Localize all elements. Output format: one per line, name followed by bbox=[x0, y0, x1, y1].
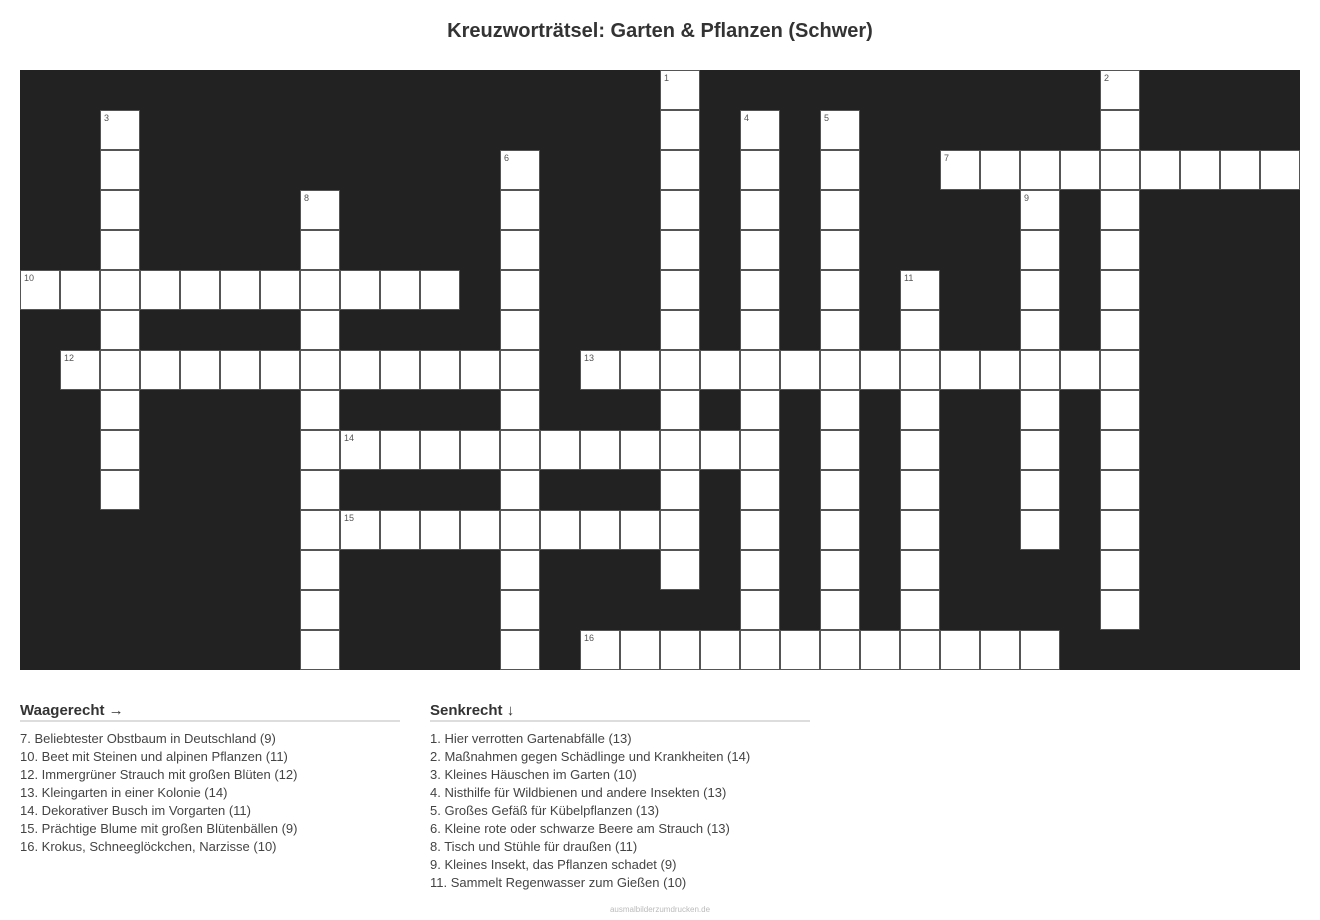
grid-cell[interactable] bbox=[260, 350, 300, 390]
grid-cell[interactable] bbox=[660, 630, 700, 670]
grid-cell[interactable] bbox=[500, 590, 540, 630]
grid-cell[interactable] bbox=[660, 350, 700, 390]
grid-cell[interactable] bbox=[660, 270, 700, 310]
grid-cell[interactable] bbox=[1020, 190, 1060, 230]
grid-cell[interactable] bbox=[1100, 430, 1140, 470]
across-heading: Waagerecht → bbox=[20, 702, 400, 722]
grid-cell[interactable] bbox=[540, 510, 580, 550]
grid-cell[interactable] bbox=[300, 470, 340, 510]
grid-cell[interactable] bbox=[780, 350, 820, 390]
grid-cell[interactable] bbox=[820, 310, 860, 350]
grid-cell[interactable] bbox=[940, 150, 980, 190]
clue-number: 9 bbox=[1024, 193, 1030, 203]
grid-cell[interactable] bbox=[380, 270, 420, 310]
grid-cell[interactable] bbox=[980, 630, 1020, 670]
grid-cell[interactable] bbox=[380, 350, 420, 390]
grid-cell[interactable] bbox=[1060, 350, 1100, 390]
across-clue: 16. Krokus, Schneeglöckchen, Narzisse (10) bbox=[20, 839, 277, 854]
grid-cell[interactable] bbox=[20, 270, 60, 310]
grid-cell[interactable] bbox=[660, 310, 700, 350]
clue-number: 8 bbox=[304, 193, 310, 203]
grid-cell[interactable] bbox=[580, 630, 620, 670]
grid-cell[interactable] bbox=[300, 590, 340, 630]
grid-cell[interactable] bbox=[1020, 470, 1060, 510]
grid-cell[interactable] bbox=[500, 510, 540, 550]
grid-cell[interactable] bbox=[820, 390, 860, 430]
grid-cell[interactable] bbox=[660, 150, 700, 190]
grid-cell[interactable] bbox=[980, 150, 1020, 190]
grid-cell[interactable] bbox=[900, 430, 940, 470]
grid-cell[interactable] bbox=[900, 630, 940, 670]
grid-cell[interactable] bbox=[660, 70, 700, 110]
grid-cell[interactable] bbox=[420, 510, 460, 550]
across-clue: 12. Immergrüner Strauch mit großen Blüten (12) bbox=[20, 767, 298, 782]
grid-cell[interactable] bbox=[1020, 390, 1060, 430]
grid-cell[interactable] bbox=[300, 350, 340, 390]
grid-cell[interactable] bbox=[380, 510, 420, 550]
grid-cell[interactable] bbox=[300, 550, 340, 590]
grid-cell[interactable] bbox=[1020, 430, 1060, 470]
grid-cell[interactable] bbox=[780, 630, 820, 670]
puzzle-title: Kreuzworträtsel: Garten & Pflanzen (Schwer) bbox=[447, 20, 873, 42]
grid-cell[interactable] bbox=[220, 270, 260, 310]
clue-number: 12 bbox=[64, 353, 75, 363]
grid-cell[interactable] bbox=[940, 630, 980, 670]
grid-cell[interactable] bbox=[620, 430, 660, 470]
grid-cell[interactable] bbox=[1100, 470, 1140, 510]
grid-cell[interactable] bbox=[1100, 190, 1140, 230]
grid-cell[interactable] bbox=[1020, 270, 1060, 310]
clue-number: 13 bbox=[584, 353, 595, 363]
grid-cell[interactable] bbox=[1220, 150, 1260, 190]
grid-cell[interactable] bbox=[660, 470, 700, 510]
grid-cell[interactable] bbox=[500, 270, 540, 310]
across-clues-panel bbox=[20, 702, 400, 856]
grid-cell[interactable] bbox=[660, 230, 700, 270]
grid-cell[interactable] bbox=[340, 430, 380, 470]
down-heading: Senkrecht ↓ bbox=[430, 702, 810, 722]
grid-cell[interactable] bbox=[740, 350, 780, 390]
down-clue: 6. Kleine rote oder schwarze Beere am Strauch (13) bbox=[430, 821, 730, 836]
grid-cell[interactable] bbox=[740, 190, 780, 230]
grid-cell[interactable] bbox=[580, 430, 620, 470]
grid-cell[interactable] bbox=[500, 430, 540, 470]
grid-cell[interactable] bbox=[500, 550, 540, 590]
down-clue: 3. Kleines Häuschen im Garten (10) bbox=[430, 767, 637, 782]
grid-cell[interactable] bbox=[460, 350, 500, 390]
grid-cell[interactable] bbox=[300, 630, 340, 670]
grid-cell[interactable] bbox=[1100, 590, 1140, 630]
grid-cell[interactable] bbox=[100, 110, 140, 150]
grid-cell[interactable] bbox=[1020, 630, 1060, 670]
grid-cell[interactable] bbox=[340, 510, 380, 550]
grid-cell[interactable] bbox=[1100, 350, 1140, 390]
grid-cell[interactable] bbox=[340, 270, 380, 310]
grid-cell[interactable] bbox=[1100, 230, 1140, 270]
grid-cell[interactable] bbox=[660, 550, 700, 590]
clue-number: 2 bbox=[1104, 73, 1110, 83]
grid-cell[interactable] bbox=[300, 510, 340, 550]
down-clue: 8. Tisch und Stühle für draußen (11) bbox=[430, 839, 638, 854]
crossword-grid bbox=[20, 70, 1300, 670]
grid-cell[interactable] bbox=[300, 310, 340, 350]
grid-cell[interactable] bbox=[860, 350, 900, 390]
grid-cell[interactable] bbox=[740, 390, 780, 430]
down-clue: 2. Maßnahmen gegen Schädlinge und Krankheiten (14) bbox=[430, 749, 751, 764]
grid-cell[interactable] bbox=[500, 350, 540, 390]
down-clue: 4. Nisthilfe für Wildbienen und andere Insekten (13) bbox=[430, 785, 727, 800]
grid-cell[interactable] bbox=[1180, 150, 1220, 190]
grid-cell[interactable] bbox=[740, 310, 780, 350]
grid-cell[interactable] bbox=[180, 270, 220, 310]
grid-cell[interactable] bbox=[500, 470, 540, 510]
grid-cell[interactable] bbox=[980, 350, 1020, 390]
grid-cell[interactable] bbox=[60, 270, 100, 310]
clue-number: 11 bbox=[904, 273, 914, 283]
grid-cell[interactable] bbox=[820, 270, 860, 310]
clue-number: 7 bbox=[944, 153, 950, 163]
grid-cell[interactable] bbox=[660, 430, 700, 470]
grid-cell[interactable] bbox=[100, 150, 140, 190]
across-clue: 7. Beliebtester Obstbaum in Deutschland (9) bbox=[20, 731, 276, 746]
grid-cell[interactable] bbox=[500, 390, 540, 430]
clue-number: 16 bbox=[584, 633, 595, 643]
grid-cell[interactable] bbox=[500, 230, 540, 270]
clue-number: 15 bbox=[344, 513, 355, 523]
grid-cell[interactable] bbox=[300, 270, 340, 310]
grid-cell[interactable] bbox=[580, 350, 620, 390]
grid-cell[interactable] bbox=[660, 110, 700, 150]
grid-cell[interactable] bbox=[1100, 110, 1140, 150]
grid-cell[interactable] bbox=[820, 430, 860, 470]
grid-cell[interactable] bbox=[180, 350, 220, 390]
down-clue-list bbox=[430, 730, 810, 892]
grid-cell[interactable] bbox=[100, 470, 140, 510]
grid-cell[interactable] bbox=[1100, 510, 1140, 550]
grid-cell[interactable] bbox=[740, 230, 780, 270]
down-clue: 1. Hier verrotten Gartenabfälle (13) bbox=[430, 731, 632, 746]
grid-cell[interactable] bbox=[900, 510, 940, 550]
grid-cell[interactable] bbox=[1140, 150, 1180, 190]
grid-cell[interactable] bbox=[620, 350, 660, 390]
grid-cell[interactable] bbox=[740, 110, 780, 150]
grid-cell[interactable] bbox=[820, 350, 860, 390]
grid-cell[interactable] bbox=[300, 390, 340, 430]
grid-cell[interactable] bbox=[300, 230, 340, 270]
grid-cell[interactable] bbox=[1100, 270, 1140, 310]
clue-number: 4 bbox=[744, 113, 750, 123]
grid-cell[interactable] bbox=[740, 470, 780, 510]
grid-cell[interactable] bbox=[1100, 390, 1140, 430]
grid-cell[interactable] bbox=[820, 510, 860, 550]
grid-cell[interactable] bbox=[900, 590, 940, 630]
grid-cell[interactable] bbox=[100, 190, 140, 230]
grid-cell[interactable] bbox=[1020, 150, 1060, 190]
grid-cell[interactable] bbox=[1020, 510, 1060, 550]
grid-cell[interactable] bbox=[380, 430, 420, 470]
grid-cell[interactable] bbox=[140, 350, 180, 390]
grid-cell[interactable] bbox=[740, 430, 780, 470]
grid-cell[interactable] bbox=[740, 270, 780, 310]
grid-cell[interactable] bbox=[940, 350, 980, 390]
grid-cell[interactable] bbox=[660, 190, 700, 230]
grid-cell[interactable] bbox=[660, 390, 700, 430]
grid-cell[interactable] bbox=[1100, 70, 1140, 110]
grid-cell[interactable] bbox=[500, 150, 540, 190]
grid-cell[interactable] bbox=[300, 430, 340, 470]
grid-cell[interactable] bbox=[1020, 230, 1060, 270]
grid-cell[interactable] bbox=[820, 190, 860, 230]
grid-cell[interactable] bbox=[100, 270, 140, 310]
grid-cell[interactable] bbox=[820, 230, 860, 270]
grid-cell[interactable] bbox=[420, 350, 460, 390]
grid-cell[interactable] bbox=[1260, 150, 1300, 190]
grid-cell[interactable] bbox=[500, 310, 540, 350]
grid-cell[interactable] bbox=[1020, 350, 1060, 390]
grid-cell[interactable] bbox=[220, 350, 260, 390]
grid-cell[interactable] bbox=[700, 430, 740, 470]
grid-cell[interactable] bbox=[100, 350, 140, 390]
grid-cell[interactable] bbox=[620, 510, 660, 550]
grid-cell[interactable] bbox=[820, 590, 860, 630]
grid-cell[interactable] bbox=[140, 270, 180, 310]
grid-cell[interactable] bbox=[1100, 150, 1140, 190]
grid-cell[interactable] bbox=[740, 630, 780, 670]
grid-cell[interactable] bbox=[420, 270, 460, 310]
clue-number: 3 bbox=[104, 113, 110, 123]
grid-cell[interactable] bbox=[820, 470, 860, 510]
clue-number: 1 bbox=[664, 73, 670, 83]
grid-cell[interactable] bbox=[420, 430, 460, 470]
grid-cell[interactable] bbox=[580, 510, 620, 550]
grid-cell[interactable] bbox=[820, 630, 860, 670]
grid-cell[interactable] bbox=[460, 430, 500, 470]
grid-cell[interactable] bbox=[900, 470, 940, 510]
down-clue: 11. Sammelt Regenwasser zum Gießen (10) bbox=[430, 875, 687, 890]
grid-cell[interactable] bbox=[740, 590, 780, 630]
grid-cell[interactable] bbox=[1100, 550, 1140, 590]
footer-credit: ausmalbilderzumdrucken.de bbox=[609, 905, 711, 914]
grid-cell[interactable] bbox=[1100, 310, 1140, 350]
grid-cell[interactable] bbox=[660, 510, 700, 550]
grid-cell[interactable] bbox=[260, 270, 300, 310]
down-clue: 5. Großes Gefäß für Kübelpflanzen (13) bbox=[430, 803, 660, 818]
grid-cell[interactable] bbox=[460, 510, 500, 550]
grid-cell[interactable] bbox=[820, 550, 860, 590]
grid-cell[interactable] bbox=[300, 190, 340, 230]
grid-cell[interactable] bbox=[900, 550, 940, 590]
grid-cell[interactable] bbox=[1020, 310, 1060, 350]
across-clue: 14. Dekorativer Busch im Vorgarten (11) bbox=[20, 803, 251, 818]
grid-cell[interactable] bbox=[540, 430, 580, 470]
grid-cell[interactable] bbox=[500, 630, 540, 670]
grid-cell[interactable] bbox=[820, 150, 860, 190]
grid-cell[interactable] bbox=[1060, 150, 1100, 190]
grid-cell[interactable] bbox=[620, 630, 660, 670]
grid-cell[interactable] bbox=[100, 310, 140, 350]
grid-cell[interactable] bbox=[860, 630, 900, 670]
grid-cell[interactable] bbox=[700, 350, 740, 390]
grid-cell[interactable] bbox=[820, 110, 860, 150]
clue-number: 6 bbox=[504, 153, 510, 163]
down-clue: 9. Kleines Insekt, das Pflanzen schadet (9) bbox=[430, 857, 677, 872]
grid-cell[interactable] bbox=[900, 270, 940, 310]
down-clues-panel bbox=[430, 702, 810, 892]
across-clue: 13. Kleingarten in einer Kolonie (14) bbox=[20, 785, 228, 800]
clue-number: 5 bbox=[824, 113, 830, 123]
clue-number: 14 bbox=[344, 433, 355, 443]
grid-cell[interactable] bbox=[740, 510, 780, 550]
grid-cell[interactable] bbox=[100, 390, 140, 430]
clue-number: 10 bbox=[24, 273, 35, 283]
across-clue: 15. Prächtige Blume mit großen Blütenbällen (9) bbox=[20, 821, 298, 836]
grid-cell[interactable] bbox=[500, 190, 540, 230]
across-clue-list bbox=[20, 730, 400, 856]
grid-cell[interactable] bbox=[740, 550, 780, 590]
grid-cell[interactable] bbox=[900, 310, 940, 350]
grid-cell[interactable] bbox=[900, 350, 940, 390]
grid-cell[interactable] bbox=[740, 150, 780, 190]
grid-cell[interactable] bbox=[700, 630, 740, 670]
grid-cell[interactable] bbox=[900, 390, 940, 430]
grid-cell[interactable] bbox=[60, 350, 100, 390]
grid-cell[interactable] bbox=[100, 230, 140, 270]
grid-cell[interactable] bbox=[100, 430, 140, 470]
grid-cell[interactable] bbox=[340, 350, 380, 390]
across-clue: 10. Beet mit Steinen und alpinen Pflanzen (11) bbox=[20, 749, 288, 764]
